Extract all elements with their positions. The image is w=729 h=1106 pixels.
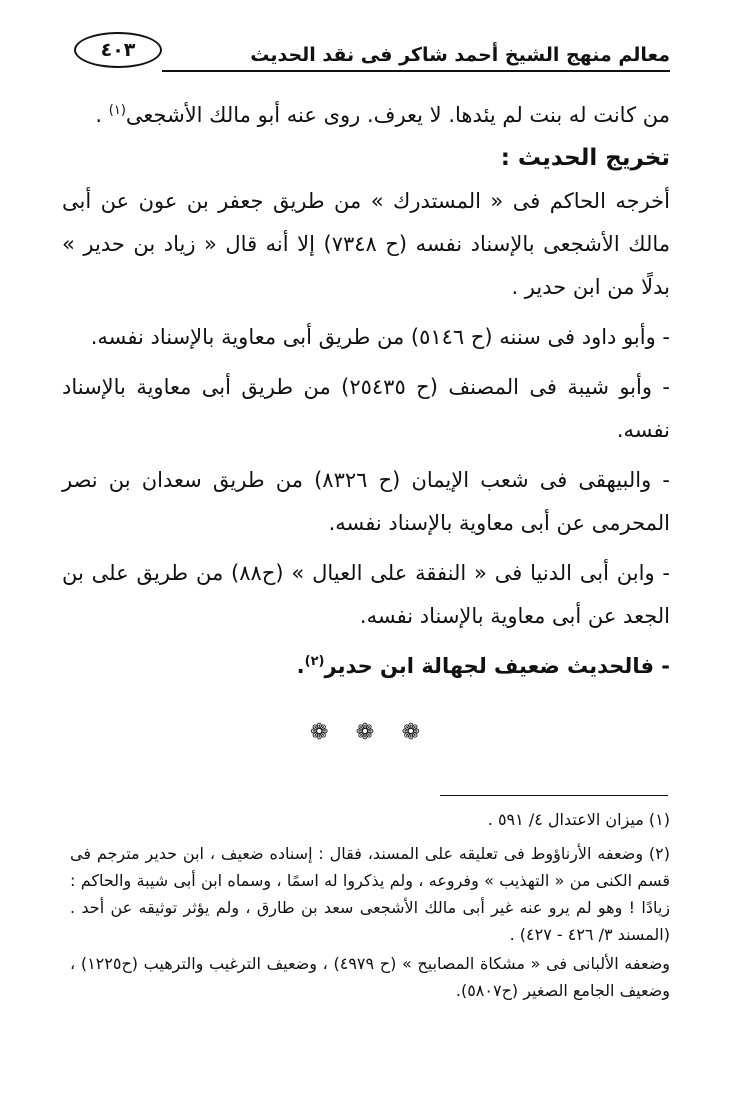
paragraph-bayhaqi: - والبيهقى فى شعب الإيمان (ح ٨٣٢٦) من طريق سعدان بن نصر المحرمى عن أبى معاوية بالإسناد نفسه. [62,468,670,535]
paragraph-1-text: من كانت له بنت لم يئدها. لا يعرف. روى عنه أبو مالك الأشجعى [125,103,670,127]
footnotes [70,806,670,1004]
page-number: ٤٠٣ [74,32,162,68]
footnote-1: (١) ميزان الاعتدال ٤/ ٥٩١ . [487,810,670,829]
header-rule [162,70,670,72]
conclusion-text: - فالحديث ضعيف لجهالة ابن حدير [324,654,670,678]
page-header [74,28,670,78]
footnote-ref-2: (٢) [304,654,325,669]
footnote-2: (٢) وضعفه الأرناؤوط فى تعليقه على المسند، فقال : إسناده ضعيف ، ابن حدير مترجم فى قسم الكنى من « التهذيب » وفروعه ، ولم يذكروا له اسمًا ، وسماه ابن أبى شيبة والحاكم : زيادًا ! وهو لم يرو عنه غير أبى مالك الأشجعى سعد بن طارق ، ولم يؤثر توثيقه عن أحد . (المسند ٣/ ٤٢٦ - ٤٢٧) . [70,844,670,944]
footnote-ref-1: (١) [108,103,126,118]
paragraph-hakim: أخرجه الحاكم فى « المستدرك » من طريق جعفر بن عون عن أبى مالك الأشجعى بالإسناد نفسه (ح ٧٣٤٨) إلا أنه قال « زياد بن حدير » بدلًا من ابن حدير . [62,189,671,299]
section-heading: تخريج الحديث : [500,145,670,171]
ornament-flower-icon: ❁ [355,720,375,745]
conclusion-end: . [296,654,305,678]
paragraph-abudawud: - وأبو داود فى سننه (ح ٥١٤٦) من طريق أبى معاوية بالإسناد نفسه. [90,325,670,349]
running-title: معالم منهج الشيخ أحمد شاكر فى نقد الحديث [250,44,670,66]
ornament-flower-icon: ❁ [310,720,329,745]
conclusion [62,645,670,688]
paragraph-ibnabidunya: - وابن أبى الدنيا فى « النفقة على العيال » (ح٨٨) من طريق على بن الجعد عن أبى معاوية بالإسناد نفسه. [62,561,671,628]
paragraph-abushaybah: - وأبو شيبة فى المصنف (ح ٢٥٤٣٥) من طريق أبى معاوية بالإسناد نفسه. [62,375,671,442]
footnote-2-continued: وضعفه الألبانى فى « مشكاة المصابيح » (ح ٤٩٧٩) ، وضعيف الترغيب والترهيب (ح١٢٢٥) ، وضعيف الجامع الصغير (ح٥٨٠٧). [70,954,671,1000]
section-divider [310,720,420,745]
main-text [62,94,670,688]
paragraph-1 [62,94,670,137]
footnote-rule [440,795,668,796]
paragraph-1-end: . [95,103,103,127]
ornament-flower-icon: ❁ [401,720,420,745]
